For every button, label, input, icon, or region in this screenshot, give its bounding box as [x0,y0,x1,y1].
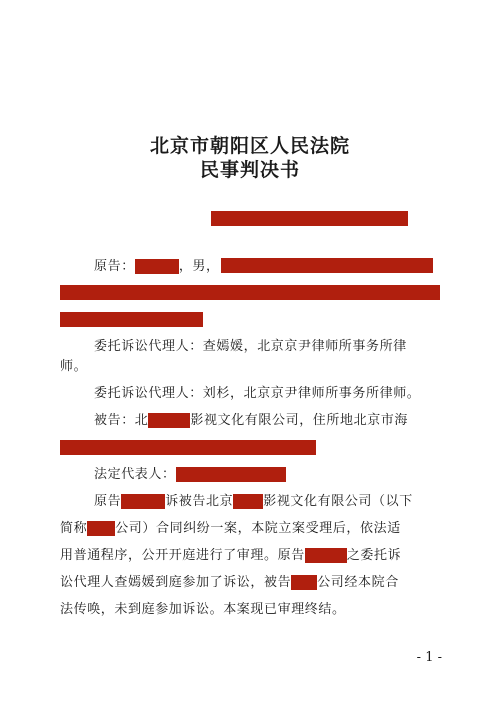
redaction-plaintiff-info-2 [60,285,440,300]
para-line-1 [94,494,413,509]
redaction-case-number [211,211,408,226]
p1-c: 影视文化有限公司（以下 [263,494,413,509]
p2-a: 简称 [60,521,88,536]
para-line-2 [60,521,401,536]
defendant-rest: 影视文化有限公司，住所地北京市海 [190,413,409,428]
legal-rep-label: 法定代表人： [94,467,176,482]
court-title: 北京市朝阳区人民法院 [149,135,350,157]
p4-b: 公司经本院合 [317,575,399,590]
page-number: - 1 - [416,650,442,665]
p2-b: 公司）合同纠纷一案，本院立案受理后，依法适 [115,521,401,536]
plaintiff-label: 原告： [94,259,135,274]
redaction-defendant-name [148,413,190,428]
agent2-line: 委托诉讼代理人：刘杉，北京京尹律师所事务所律师。 [94,386,421,401]
redaction-plaintiff-name [135,259,179,274]
p1-b: 诉被告北京 [165,494,234,509]
plaintiff-line [94,259,220,274]
agent1-line: 委托诉讼代理人：查嫣媛，北京京尹律师所事务所律 [94,339,407,354]
p4-a: 讼代理人查嫣媛到庭参加了诉讼，被告 [60,575,292,590]
p3-a: 用普通程序，公开开庭进行了审理。原告 [60,548,305,563]
redaction-p1-plaintiff [121,494,165,509]
p1-a: 原告 [94,494,122,509]
redaction-plaintiff-info-3 [60,312,203,327]
document-type-title: 民事判决书 [199,159,300,181]
redaction-legal-rep [176,467,286,482]
redaction-plaintiff-info-1 [221,258,433,273]
defendant-label: 被告：北 [94,413,149,428]
redaction-p1-company [233,494,263,509]
legal-rep-line [94,467,286,482]
agent1-line-cont: 师。 [60,359,88,374]
plaintiff-gender: ，男， [178,259,220,274]
redaction-p3-plaintiff [305,548,347,563]
para-line-4 [60,575,399,590]
redaction-defendant-address [60,440,316,455]
redaction-p4-defendant [291,575,317,590]
para-line-3 [60,548,401,563]
p3-b: 之委托诉 [346,548,402,563]
defendant-line [94,413,408,428]
redaction-p2-short [87,521,115,536]
para-line-5: 法传唤，未到庭参加诉讼。本案现已审理终结。 [60,602,346,617]
